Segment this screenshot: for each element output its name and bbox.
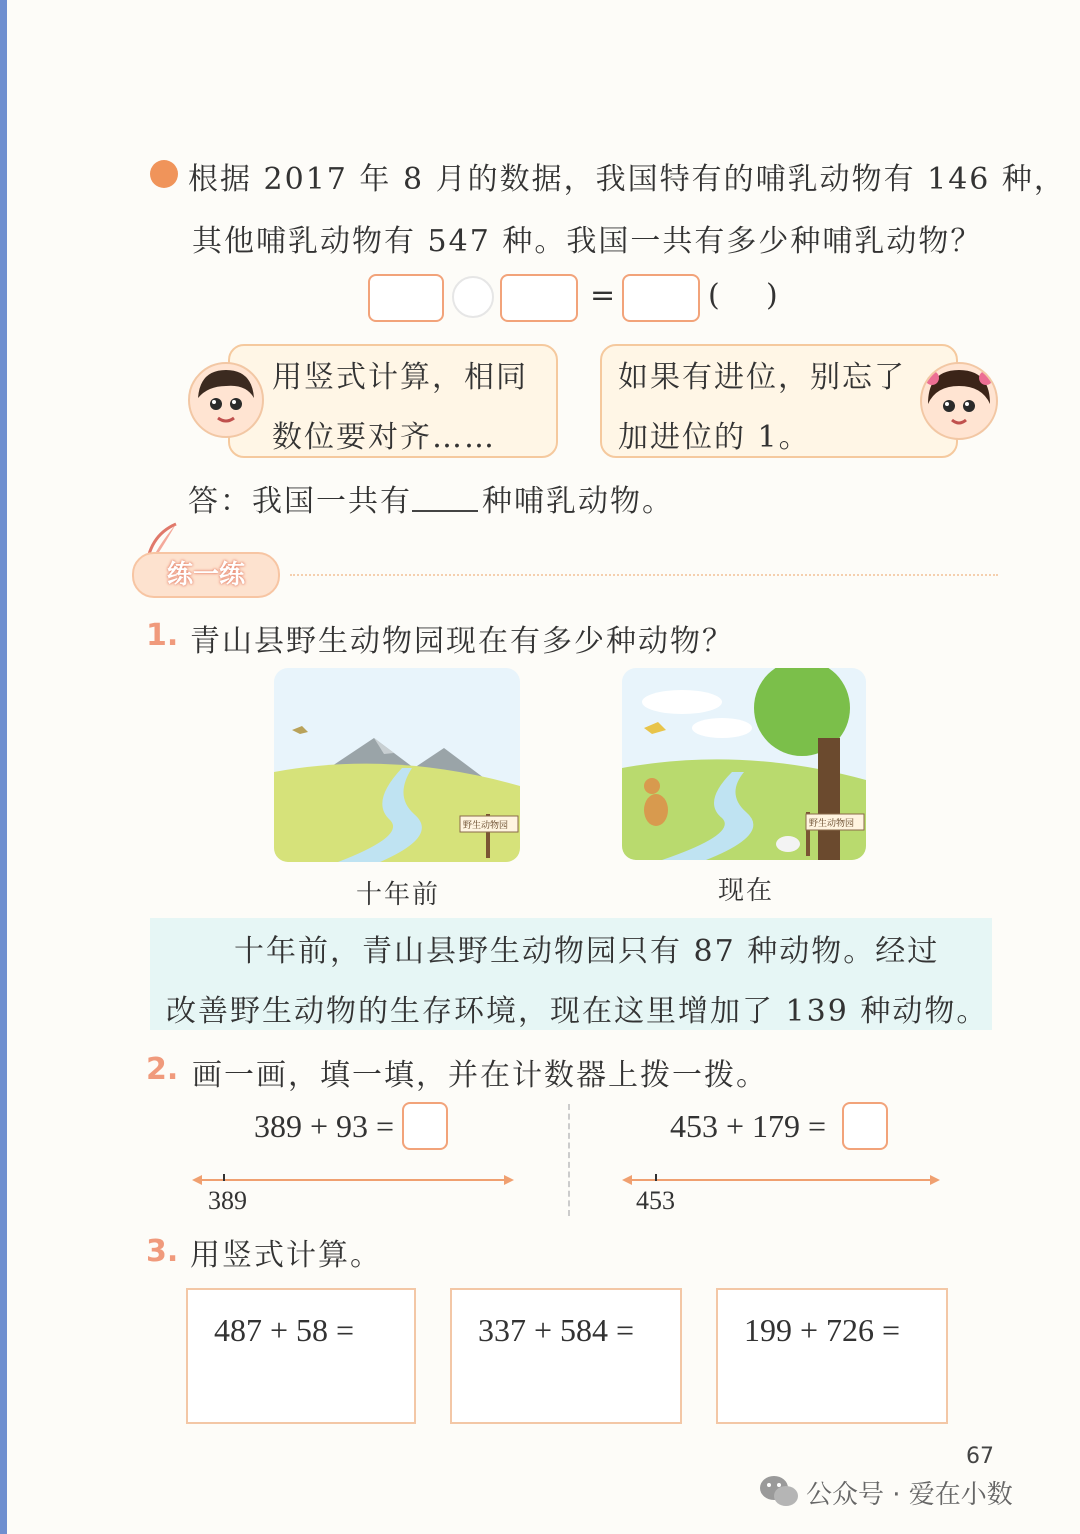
hint-right-line-2: 加进位的 1。	[618, 420, 811, 455]
problem-line-1: 根据 2017 年 8 月的数据，我国特有的哺乳动物有 146 种，	[188, 162, 1066, 197]
vertical-calc-expr-1: 487 + 58 =	[214, 1312, 355, 1348]
hint-left-line-2: 数位要对齐……	[272, 420, 496, 455]
picture-now	[622, 668, 866, 860]
vertical-calc-card-2[interactable]	[450, 1288, 682, 1424]
sum-box[interactable]	[622, 274, 700, 322]
unit-paren-open: (	[708, 278, 722, 313]
q2-divider	[568, 1104, 570, 1216]
practice-label: 练一练	[132, 552, 280, 598]
q2-left-expression: 389 + 93 =	[254, 1108, 395, 1144]
q3-number: 3.	[146, 1234, 179, 1269]
boy-avatar	[188, 362, 264, 438]
girl-avatar	[920, 362, 998, 440]
vertical-calc-card-3[interactable]	[716, 1288, 948, 1424]
answer-prefix: 答：我国一共有	[188, 484, 412, 519]
picture-ten-years-ago	[274, 668, 520, 862]
unit-paren-close: )	[766, 278, 780, 313]
sign-text-now: 野生动物园	[809, 819, 855, 829]
q2-right-expression: 453 + 179 =	[670, 1108, 827, 1144]
q2-left-answer-box[interactable]	[402, 1102, 448, 1150]
q2-text: 画一画，填一填，并在计数器上拨一拨。	[192, 1058, 768, 1093]
hint-right-line-1: 如果有进位，别忘了	[618, 360, 906, 395]
bullet-dot	[150, 160, 178, 188]
page-number: 67	[966, 1444, 994, 1469]
watermark-text: 公众号 · 爱在小数	[806, 1480, 1013, 1510]
caption-now: 现在	[718, 876, 775, 906]
addend-box-1[interactable]	[368, 274, 444, 322]
q1-text: 青山县野生动物园现在有多少种动物？	[190, 624, 734, 659]
answer-blank[interactable]	[412, 510, 478, 512]
vertical-calc-card-1[interactable]	[186, 1288, 416, 1424]
q2-right-answer-box[interactable]	[842, 1102, 888, 1150]
equals-sign: =	[590, 278, 618, 313]
sign-text-before: 野生动物园	[463, 821, 509, 831]
caption-ten-years-ago: 十年前	[356, 880, 441, 910]
vertical-calc-expr-2: 337 + 584 =	[478, 1312, 635, 1348]
wechat-icon	[758, 1474, 800, 1512]
vertical-calc-expr-3: 199 + 726 =	[744, 1312, 901, 1348]
q3-text: 用竖式计算。	[190, 1238, 382, 1273]
q1-number: 1.	[146, 618, 179, 653]
q2-right-start-label: 453	[636, 1186, 675, 1215]
operator-circle[interactable]	[452, 276, 494, 318]
q2-number: 2.	[146, 1052, 179, 1087]
hint-left-line-1: 用竖式计算，相同	[272, 360, 528, 395]
page-edge-stripe	[0, 0, 7, 1534]
answer-suffix: 种哺乳动物。	[482, 484, 674, 519]
problem-line-2: 其他哺乳动物有 547 种。我国一共有多少种哺乳动物？	[192, 224, 983, 259]
story-line-2: 改善野生动物的生存环境，现在这里增加了 139 种动物。	[166, 994, 989, 1029]
practice-divider	[290, 574, 998, 576]
addend-box-2[interactable]	[500, 274, 578, 322]
story-line-1: 十年前，青山县野生动物园只有 87 种动物。经过	[234, 934, 940, 969]
q2-left-start-label: 389	[208, 1186, 247, 1215]
